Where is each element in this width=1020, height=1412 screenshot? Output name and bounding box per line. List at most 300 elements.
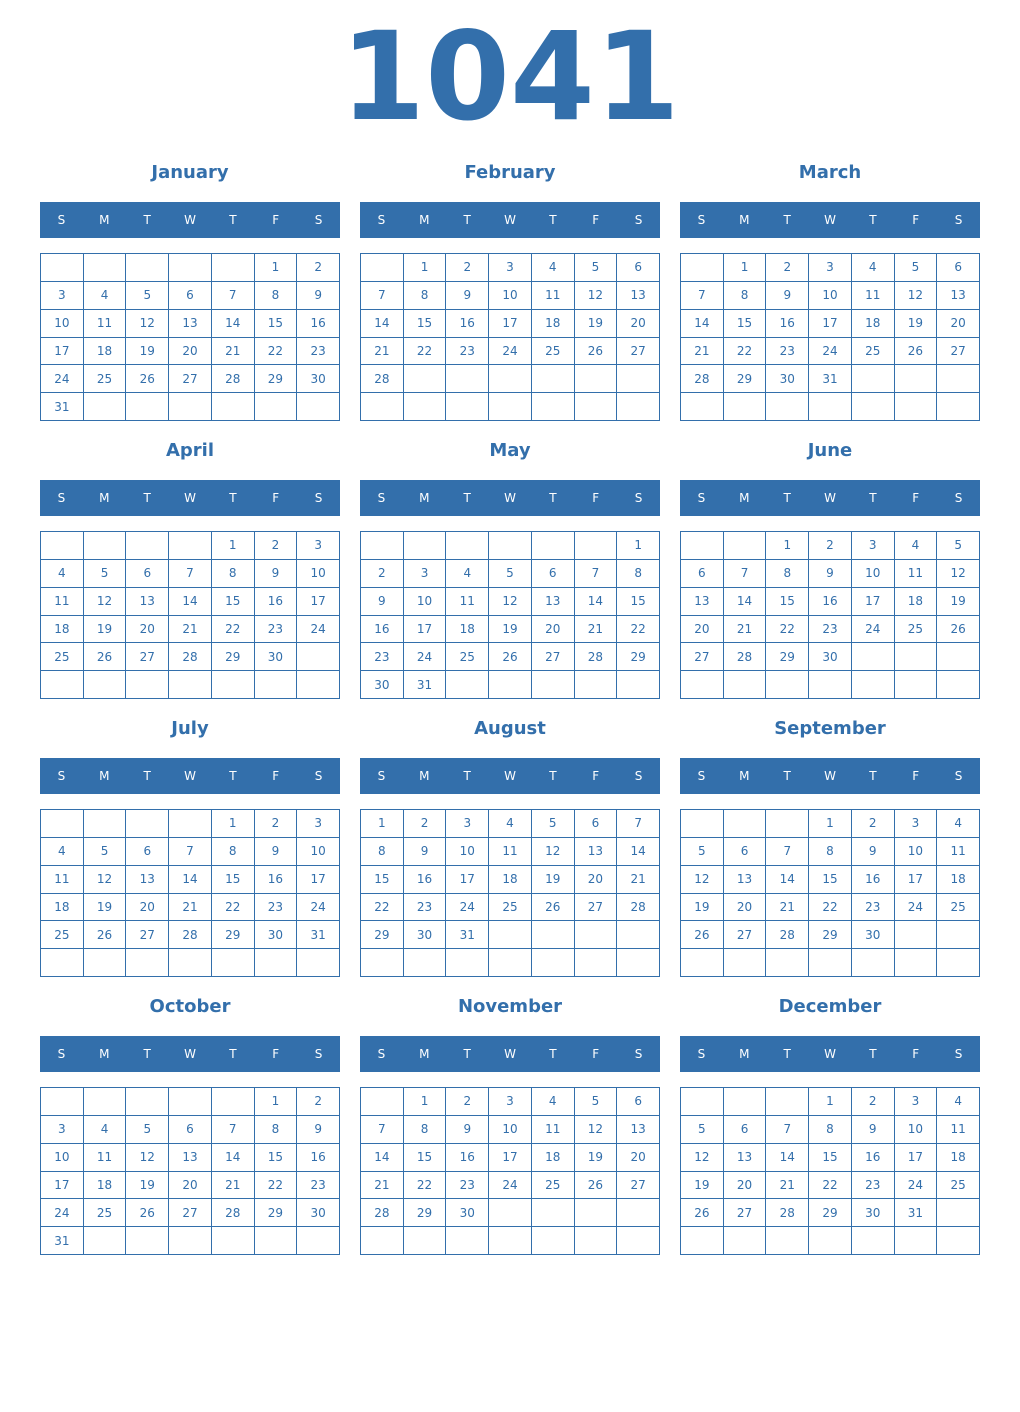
day-cell[interactable]: 28 bbox=[212, 365, 255, 393]
day-cell[interactable]: 5 bbox=[126, 282, 169, 310]
day-cell[interactable]: 5 bbox=[681, 1116, 724, 1144]
day-cell[interactable]: 26 bbox=[575, 1172, 618, 1200]
day-cell[interactable]: 28 bbox=[212, 1199, 255, 1227]
day-cell[interactable]: 30 bbox=[852, 921, 895, 949]
day-cell[interactable]: 10 bbox=[489, 1116, 532, 1144]
day-cell[interactable]: 28 bbox=[361, 365, 404, 393]
day-cell[interactable]: 4 bbox=[84, 1116, 127, 1144]
day-cell[interactable]: 17 bbox=[446, 866, 489, 894]
day-cell[interactable]: 24 bbox=[404, 643, 447, 671]
day-cell[interactable]: 23 bbox=[361, 643, 404, 671]
day-cell[interactable]: 9 bbox=[255, 560, 298, 588]
day-cell[interactable]: 4 bbox=[895, 532, 938, 560]
day-cell[interactable]: 7 bbox=[169, 838, 212, 866]
day-cell[interactable]: 12 bbox=[126, 1144, 169, 1172]
day-cell[interactable]: 25 bbox=[532, 338, 575, 366]
day-cell[interactable]: 30 bbox=[297, 365, 340, 393]
day-cell[interactable]: 11 bbox=[532, 282, 575, 310]
day-cell[interactable]: 21 bbox=[617, 866, 660, 894]
day-cell[interactable]: 14 bbox=[169, 588, 212, 616]
day-cell[interactable]: 24 bbox=[895, 894, 938, 922]
day-cell[interactable]: 4 bbox=[937, 1088, 980, 1116]
day-cell[interactable]: 26 bbox=[84, 643, 127, 671]
day-cell[interactable]: 23 bbox=[404, 894, 447, 922]
day-cell[interactable]: 14 bbox=[212, 310, 255, 338]
day-cell[interactable]: 11 bbox=[489, 838, 532, 866]
day-cell[interactable]: 19 bbox=[489, 616, 532, 644]
day-cell[interactable]: 5 bbox=[575, 1088, 618, 1116]
day-cell[interactable]: 15 bbox=[809, 866, 852, 894]
day-cell[interactable]: 29 bbox=[766, 643, 809, 671]
day-cell[interactable]: 31 bbox=[297, 921, 340, 949]
day-cell[interactable]: 20 bbox=[617, 310, 660, 338]
day-cell[interactable]: 15 bbox=[255, 1144, 298, 1172]
day-cell[interactable]: 11 bbox=[446, 588, 489, 616]
day-cell[interactable]: 27 bbox=[126, 643, 169, 671]
day-cell[interactable]: 28 bbox=[681, 365, 724, 393]
day-cell[interactable]: 16 bbox=[446, 1144, 489, 1172]
day-cell[interactable]: 28 bbox=[169, 921, 212, 949]
day-cell[interactable]: 1 bbox=[212, 532, 255, 560]
day-cell[interactable]: 3 bbox=[489, 1088, 532, 1116]
day-cell[interactable]: 31 bbox=[446, 921, 489, 949]
day-cell[interactable]: 12 bbox=[489, 588, 532, 616]
day-cell[interactable]: 23 bbox=[809, 616, 852, 644]
day-cell[interactable]: 11 bbox=[937, 1116, 980, 1144]
day-cell[interactable]: 27 bbox=[169, 365, 212, 393]
day-cell[interactable]: 10 bbox=[41, 310, 84, 338]
day-cell[interactable]: 24 bbox=[297, 616, 340, 644]
day-cell[interactable]: 11 bbox=[895, 560, 938, 588]
day-cell[interactable]: 16 bbox=[852, 866, 895, 894]
day-cell[interactable]: 13 bbox=[724, 1144, 767, 1172]
day-cell[interactable]: 10 bbox=[852, 560, 895, 588]
day-cell[interactable]: 30 bbox=[255, 921, 298, 949]
day-cell[interactable]: 2 bbox=[361, 560, 404, 588]
day-cell[interactable]: 24 bbox=[489, 338, 532, 366]
day-cell[interactable]: 2 bbox=[297, 1088, 340, 1116]
day-cell[interactable]: 9 bbox=[361, 588, 404, 616]
day-cell[interactable]: 3 bbox=[895, 1088, 938, 1116]
day-cell[interactable]: 18 bbox=[532, 310, 575, 338]
day-cell[interactable]: 17 bbox=[297, 866, 340, 894]
day-cell[interactable]: 19 bbox=[126, 1172, 169, 1200]
day-cell[interactable]: 17 bbox=[489, 1144, 532, 1172]
day-cell[interactable]: 23 bbox=[852, 1172, 895, 1200]
day-cell[interactable]: 18 bbox=[489, 866, 532, 894]
day-cell[interactable]: 5 bbox=[126, 1116, 169, 1144]
day-cell[interactable]: 17 bbox=[404, 616, 447, 644]
day-cell[interactable]: 9 bbox=[766, 282, 809, 310]
day-cell[interactable]: 24 bbox=[446, 894, 489, 922]
day-cell[interactable]: 18 bbox=[532, 1144, 575, 1172]
day-cell[interactable]: 15 bbox=[255, 310, 298, 338]
day-cell[interactable]: 11 bbox=[937, 838, 980, 866]
day-cell[interactable]: 4 bbox=[532, 1088, 575, 1116]
day-cell[interactable]: 27 bbox=[724, 921, 767, 949]
day-cell[interactable]: 2 bbox=[255, 810, 298, 838]
day-cell[interactable]: 24 bbox=[852, 616, 895, 644]
day-cell[interactable]: 12 bbox=[126, 310, 169, 338]
day-cell[interactable]: 30 bbox=[297, 1199, 340, 1227]
day-cell[interactable]: 2 bbox=[852, 810, 895, 838]
day-cell[interactable]: 10 bbox=[895, 1116, 938, 1144]
day-cell[interactable]: 15 bbox=[724, 310, 767, 338]
day-cell[interactable]: 20 bbox=[126, 894, 169, 922]
day-cell[interactable]: 21 bbox=[361, 1172, 404, 1200]
day-cell[interactable]: 10 bbox=[404, 588, 447, 616]
day-cell[interactable]: 13 bbox=[169, 310, 212, 338]
day-cell[interactable]: 23 bbox=[766, 338, 809, 366]
day-cell[interactable]: 2 bbox=[297, 254, 340, 282]
day-cell[interactable]: 22 bbox=[212, 616, 255, 644]
day-cell[interactable]: 14 bbox=[575, 588, 618, 616]
day-cell[interactable]: 28 bbox=[724, 643, 767, 671]
day-cell[interactable]: 2 bbox=[766, 254, 809, 282]
day-cell[interactable]: 9 bbox=[852, 1116, 895, 1144]
day-cell[interactable]: 26 bbox=[489, 643, 532, 671]
day-cell[interactable]: 21 bbox=[766, 894, 809, 922]
day-cell[interactable]: 8 bbox=[724, 282, 767, 310]
day-cell[interactable]: 29 bbox=[255, 1199, 298, 1227]
day-cell[interactable]: 10 bbox=[297, 838, 340, 866]
day-cell[interactable]: 29 bbox=[724, 365, 767, 393]
day-cell[interactable]: 4 bbox=[489, 810, 532, 838]
day-cell[interactable]: 20 bbox=[169, 338, 212, 366]
day-cell[interactable]: 7 bbox=[169, 560, 212, 588]
day-cell[interactable]: 13 bbox=[126, 866, 169, 894]
day-cell[interactable]: 16 bbox=[766, 310, 809, 338]
day-cell[interactable]: 16 bbox=[255, 588, 298, 616]
day-cell[interactable]: 22 bbox=[255, 1172, 298, 1200]
day-cell[interactable]: 1 bbox=[404, 254, 447, 282]
day-cell[interactable]: 25 bbox=[852, 338, 895, 366]
day-cell[interactable]: 27 bbox=[169, 1199, 212, 1227]
day-cell[interactable]: 24 bbox=[297, 894, 340, 922]
day-cell[interactable]: 15 bbox=[404, 310, 447, 338]
day-cell[interactable]: 31 bbox=[41, 1227, 84, 1255]
day-cell[interactable]: 30 bbox=[446, 1199, 489, 1227]
day-cell[interactable]: 22 bbox=[404, 338, 447, 366]
day-cell[interactable]: 22 bbox=[404, 1172, 447, 1200]
day-cell[interactable]: 14 bbox=[681, 310, 724, 338]
day-cell[interactable]: 6 bbox=[126, 838, 169, 866]
day-cell[interactable]: 29 bbox=[212, 921, 255, 949]
day-cell[interactable]: 6 bbox=[617, 254, 660, 282]
day-cell[interactable]: 24 bbox=[489, 1172, 532, 1200]
day-cell[interactable]: 12 bbox=[575, 282, 618, 310]
day-cell[interactable]: 21 bbox=[212, 338, 255, 366]
day-cell[interactable]: 22 bbox=[766, 616, 809, 644]
day-cell[interactable]: 17 bbox=[489, 310, 532, 338]
day-cell[interactable]: 25 bbox=[489, 894, 532, 922]
day-cell[interactable]: 20 bbox=[575, 866, 618, 894]
day-cell[interactable]: 29 bbox=[255, 365, 298, 393]
day-cell[interactable]: 17 bbox=[895, 1144, 938, 1172]
day-cell[interactable]: 17 bbox=[41, 338, 84, 366]
day-cell[interactable]: 15 bbox=[617, 588, 660, 616]
day-cell[interactable]: 19 bbox=[681, 1172, 724, 1200]
day-cell[interactable]: 18 bbox=[852, 310, 895, 338]
day-cell[interactable]: 22 bbox=[255, 338, 298, 366]
day-cell[interactable]: 3 bbox=[404, 560, 447, 588]
day-cell[interactable]: 15 bbox=[404, 1144, 447, 1172]
day-cell[interactable]: 26 bbox=[681, 1199, 724, 1227]
day-cell[interactable]: 26 bbox=[681, 921, 724, 949]
day-cell[interactable]: 11 bbox=[41, 866, 84, 894]
day-cell[interactable]: 25 bbox=[41, 921, 84, 949]
day-cell[interactable]: 28 bbox=[766, 921, 809, 949]
day-cell[interactable]: 16 bbox=[255, 866, 298, 894]
day-cell[interactable]: 17 bbox=[809, 310, 852, 338]
day-cell[interactable]: 12 bbox=[532, 838, 575, 866]
day-cell[interactable]: 7 bbox=[724, 560, 767, 588]
day-cell[interactable]: 22 bbox=[809, 1172, 852, 1200]
day-cell[interactable]: 22 bbox=[212, 894, 255, 922]
day-cell[interactable]: 11 bbox=[852, 282, 895, 310]
day-cell[interactable]: 19 bbox=[532, 866, 575, 894]
day-cell[interactable]: 23 bbox=[255, 894, 298, 922]
day-cell[interactable]: 21 bbox=[212, 1172, 255, 1200]
day-cell[interactable]: 20 bbox=[681, 616, 724, 644]
day-cell[interactable]: 3 bbox=[809, 254, 852, 282]
day-cell[interactable]: 3 bbox=[446, 810, 489, 838]
day-cell[interactable]: 27 bbox=[126, 921, 169, 949]
day-cell[interactable]: 7 bbox=[361, 1116, 404, 1144]
day-cell[interactable]: 10 bbox=[41, 1144, 84, 1172]
day-cell[interactable]: 8 bbox=[617, 560, 660, 588]
day-cell[interactable]: 30 bbox=[852, 1199, 895, 1227]
day-cell[interactable]: 19 bbox=[937, 588, 980, 616]
day-cell[interactable]: 1 bbox=[809, 1088, 852, 1116]
day-cell[interactable]: 31 bbox=[895, 1199, 938, 1227]
day-cell[interactable]: 16 bbox=[361, 616, 404, 644]
day-cell[interactable]: 4 bbox=[41, 560, 84, 588]
day-cell[interactable]: 8 bbox=[809, 1116, 852, 1144]
day-cell[interactable]: 12 bbox=[575, 1116, 618, 1144]
day-cell[interactable]: 1 bbox=[255, 1088, 298, 1116]
day-cell[interactable]: 27 bbox=[724, 1199, 767, 1227]
day-cell[interactable]: 14 bbox=[361, 310, 404, 338]
day-cell[interactable]: 2 bbox=[446, 1088, 489, 1116]
day-cell[interactable]: 5 bbox=[895, 254, 938, 282]
day-cell[interactable]: 12 bbox=[681, 1144, 724, 1172]
day-cell[interactable]: 26 bbox=[84, 921, 127, 949]
day-cell[interactable]: 6 bbox=[169, 282, 212, 310]
day-cell[interactable]: 29 bbox=[404, 1199, 447, 1227]
day-cell[interactable]: 25 bbox=[937, 894, 980, 922]
day-cell[interactable]: 9 bbox=[297, 282, 340, 310]
day-cell[interactable]: 12 bbox=[84, 588, 127, 616]
day-cell[interactable]: 29 bbox=[361, 921, 404, 949]
day-cell[interactable]: 2 bbox=[852, 1088, 895, 1116]
day-cell[interactable]: 30 bbox=[361, 671, 404, 699]
day-cell[interactable]: 1 bbox=[809, 810, 852, 838]
day-cell[interactable]: 15 bbox=[809, 1144, 852, 1172]
day-cell[interactable]: 9 bbox=[446, 1116, 489, 1144]
day-cell[interactable]: 1 bbox=[766, 532, 809, 560]
day-cell[interactable]: 13 bbox=[937, 282, 980, 310]
day-cell[interactable]: 8 bbox=[404, 282, 447, 310]
day-cell[interactable]: 8 bbox=[212, 560, 255, 588]
day-cell[interactable]: 12 bbox=[681, 866, 724, 894]
day-cell[interactable]: 4 bbox=[41, 838, 84, 866]
day-cell[interactable]: 21 bbox=[724, 616, 767, 644]
day-cell[interactable]: 9 bbox=[404, 838, 447, 866]
day-cell[interactable]: 20 bbox=[532, 616, 575, 644]
day-cell[interactable]: 4 bbox=[937, 810, 980, 838]
day-cell[interactable]: 6 bbox=[575, 810, 618, 838]
day-cell[interactable]: 16 bbox=[297, 310, 340, 338]
day-cell[interactable]: 13 bbox=[575, 838, 618, 866]
day-cell[interactable]: 24 bbox=[895, 1172, 938, 1200]
day-cell[interactable]: 13 bbox=[617, 1116, 660, 1144]
day-cell[interactable]: 19 bbox=[575, 1144, 618, 1172]
day-cell[interactable]: 10 bbox=[489, 282, 532, 310]
day-cell[interactable]: 19 bbox=[681, 894, 724, 922]
day-cell[interactable]: 20 bbox=[126, 616, 169, 644]
day-cell[interactable]: 12 bbox=[84, 866, 127, 894]
day-cell[interactable]: 7 bbox=[766, 1116, 809, 1144]
day-cell[interactable]: 24 bbox=[809, 338, 852, 366]
day-cell[interactable]: 18 bbox=[937, 866, 980, 894]
day-cell[interactable]: 20 bbox=[617, 1144, 660, 1172]
day-cell[interactable]: 8 bbox=[766, 560, 809, 588]
day-cell[interactable]: 21 bbox=[575, 616, 618, 644]
day-cell[interactable]: 8 bbox=[255, 282, 298, 310]
day-cell[interactable]: 7 bbox=[361, 282, 404, 310]
day-cell[interactable]: 7 bbox=[212, 1116, 255, 1144]
day-cell[interactable]: 3 bbox=[895, 810, 938, 838]
day-cell[interactable]: 27 bbox=[617, 338, 660, 366]
day-cell[interactable]: 21 bbox=[169, 894, 212, 922]
day-cell[interactable]: 5 bbox=[575, 254, 618, 282]
day-cell[interactable]: 25 bbox=[446, 643, 489, 671]
day-cell[interactable]: 9 bbox=[809, 560, 852, 588]
day-cell[interactable]: 15 bbox=[361, 866, 404, 894]
day-cell[interactable]: 28 bbox=[575, 643, 618, 671]
day-cell[interactable]: 25 bbox=[84, 1199, 127, 1227]
day-cell[interactable]: 29 bbox=[809, 921, 852, 949]
day-cell[interactable]: 15 bbox=[212, 866, 255, 894]
day-cell[interactable]: 7 bbox=[617, 810, 660, 838]
day-cell[interactable]: 16 bbox=[297, 1144, 340, 1172]
day-cell[interactable]: 19 bbox=[575, 310, 618, 338]
day-cell[interactable]: 27 bbox=[532, 643, 575, 671]
day-cell[interactable]: 10 bbox=[895, 838, 938, 866]
day-cell[interactable]: 19 bbox=[895, 310, 938, 338]
day-cell[interactable]: 31 bbox=[41, 393, 84, 421]
day-cell[interactable]: 15 bbox=[212, 588, 255, 616]
day-cell[interactable]: 5 bbox=[681, 838, 724, 866]
day-cell[interactable]: 23 bbox=[446, 338, 489, 366]
day-cell[interactable]: 3 bbox=[297, 810, 340, 838]
day-cell[interactable]: 6 bbox=[532, 560, 575, 588]
day-cell[interactable]: 20 bbox=[724, 894, 767, 922]
day-cell[interactable]: 18 bbox=[446, 616, 489, 644]
day-cell[interactable]: 1 bbox=[361, 810, 404, 838]
day-cell[interactable]: 6 bbox=[937, 254, 980, 282]
day-cell[interactable]: 3 bbox=[297, 532, 340, 560]
day-cell[interactable]: 5 bbox=[937, 532, 980, 560]
day-cell[interactable]: 16 bbox=[809, 588, 852, 616]
day-cell[interactable]: 3 bbox=[41, 282, 84, 310]
day-cell[interactable]: 2 bbox=[255, 532, 298, 560]
day-cell[interactable]: 3 bbox=[41, 1116, 84, 1144]
day-cell[interactable]: 20 bbox=[169, 1172, 212, 1200]
day-cell[interactable]: 7 bbox=[575, 560, 618, 588]
day-cell[interactable]: 26 bbox=[126, 365, 169, 393]
day-cell[interactable]: 14 bbox=[766, 866, 809, 894]
day-cell[interactable]: 23 bbox=[297, 1172, 340, 1200]
day-cell[interactable]: 25 bbox=[937, 1172, 980, 1200]
day-cell[interactable]: 13 bbox=[126, 588, 169, 616]
day-cell[interactable]: 26 bbox=[126, 1199, 169, 1227]
day-cell[interactable]: 27 bbox=[575, 894, 618, 922]
day-cell[interactable]: 5 bbox=[84, 838, 127, 866]
day-cell[interactable]: 19 bbox=[84, 616, 127, 644]
day-cell[interactable]: 23 bbox=[297, 338, 340, 366]
day-cell[interactable]: 16 bbox=[446, 310, 489, 338]
day-cell[interactable]: 8 bbox=[361, 838, 404, 866]
day-cell[interactable]: 18 bbox=[84, 338, 127, 366]
day-cell[interactable]: 20 bbox=[724, 1172, 767, 1200]
day-cell[interactable]: 26 bbox=[532, 894, 575, 922]
day-cell[interactable]: 12 bbox=[937, 560, 980, 588]
day-cell[interactable]: 20 bbox=[937, 310, 980, 338]
day-cell[interactable]: 2 bbox=[809, 532, 852, 560]
day-cell[interactable]: 22 bbox=[809, 894, 852, 922]
day-cell[interactable]: 5 bbox=[489, 560, 532, 588]
day-cell[interactable]: 25 bbox=[84, 365, 127, 393]
day-cell[interactable]: 14 bbox=[724, 588, 767, 616]
day-cell[interactable]: 13 bbox=[681, 588, 724, 616]
day-cell[interactable]: 8 bbox=[255, 1116, 298, 1144]
day-cell[interactable]: 4 bbox=[84, 282, 127, 310]
day-cell[interactable]: 18 bbox=[84, 1172, 127, 1200]
day-cell[interactable]: 23 bbox=[255, 616, 298, 644]
day-cell[interactable]: 1 bbox=[255, 254, 298, 282]
day-cell[interactable]: 14 bbox=[212, 1144, 255, 1172]
day-cell[interactable]: 4 bbox=[852, 254, 895, 282]
day-cell[interactable]: 22 bbox=[724, 338, 767, 366]
day-cell[interactable]: 28 bbox=[361, 1199, 404, 1227]
day-cell[interactable]: 26 bbox=[937, 616, 980, 644]
day-cell[interactable]: 21 bbox=[169, 616, 212, 644]
day-cell[interactable]: 2 bbox=[446, 254, 489, 282]
day-cell[interactable]: 6 bbox=[681, 560, 724, 588]
day-cell[interactable]: 6 bbox=[126, 560, 169, 588]
day-cell[interactable]: 6 bbox=[169, 1116, 212, 1144]
day-cell[interactable]: 11 bbox=[41, 588, 84, 616]
day-cell[interactable]: 11 bbox=[532, 1116, 575, 1144]
day-cell[interactable]: 3 bbox=[489, 254, 532, 282]
day-cell[interactable]: 17 bbox=[41, 1172, 84, 1200]
day-cell[interactable]: 14 bbox=[617, 838, 660, 866]
day-cell[interactable]: 31 bbox=[809, 365, 852, 393]
day-cell[interactable]: 14 bbox=[766, 1144, 809, 1172]
day-cell[interactable]: 29 bbox=[617, 643, 660, 671]
day-cell[interactable]: 24 bbox=[41, 1199, 84, 1227]
day-cell[interactable]: 3 bbox=[852, 532, 895, 560]
day-cell[interactable]: 1 bbox=[617, 532, 660, 560]
day-cell[interactable]: 8 bbox=[212, 838, 255, 866]
day-cell[interactable]: 31 bbox=[404, 671, 447, 699]
day-cell[interactable]: 7 bbox=[681, 282, 724, 310]
day-cell[interactable]: 6 bbox=[724, 838, 767, 866]
day-cell[interactable]: 15 bbox=[766, 588, 809, 616]
day-cell[interactable]: 19 bbox=[84, 894, 127, 922]
